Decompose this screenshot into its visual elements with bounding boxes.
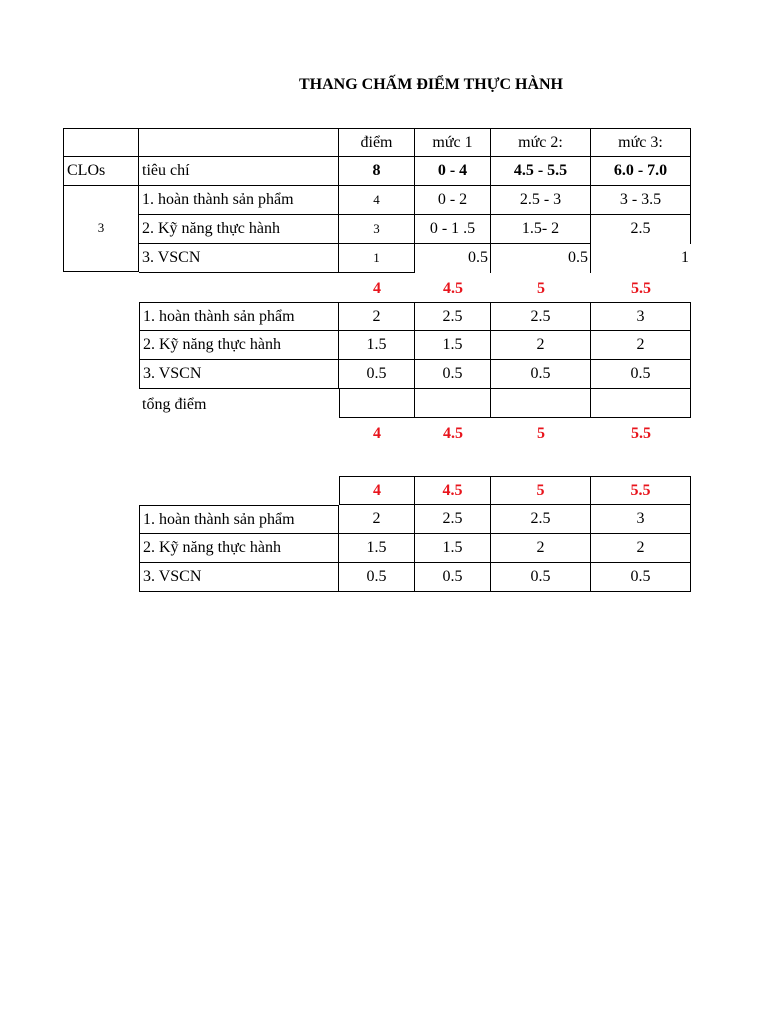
t1-row3-diem: 1	[339, 244, 415, 273]
header-muc1: mức 1	[415, 128, 491, 157]
page-title: THANG CHẤM ĐIỂM THỰC HÀNH	[299, 76, 563, 93]
range-diem: 8	[339, 157, 415, 186]
t3-row1-v3: 3	[591, 505, 691, 534]
t3-row2-name: 2. Kỹ năng thực hành	[139, 534, 339, 563]
t1-row2-name: 2. Kỹ năng thực hành	[139, 215, 339, 244]
clos-label: CLOs	[63, 157, 139, 186]
sum-label: tổng điểm	[142, 396, 207, 413]
t2-total-muc2: 5	[537, 280, 545, 297]
t2-row3-v2: 0.5	[491, 360, 591, 389]
t2-row3-v0: 0.5	[339, 360, 415, 389]
t3-total-diem: 4	[339, 476, 415, 505]
t3-row2-v3: 2	[591, 534, 691, 563]
header-muc2: mức 2:	[491, 128, 591, 157]
t3-row3-v1: 0.5	[415, 563, 491, 592]
t1-row1-name: 1. hoàn thành sản phẩm	[139, 186, 339, 215]
t3-row3-v0: 0.5	[339, 563, 415, 592]
t2-total-muc3: 5.5	[631, 280, 651, 297]
t2-row3-v1: 0.5	[415, 360, 491, 389]
range-muc2: 4.5 - 5.5	[491, 157, 591, 186]
t2-row2-v3: 2	[591, 331, 691, 360]
t2-row2-v2: 2	[491, 331, 591, 360]
criteria-label: tiêu chí	[139, 157, 339, 186]
t3-row3-v3: 0.5	[591, 563, 691, 592]
t3-row2-v1: 1.5	[415, 534, 491, 563]
t3-total-muc2: 5	[491, 476, 591, 505]
t1-row1-muc3: 3 - 3.5	[591, 186, 691, 215]
sum-total-muc1: 4.5	[443, 425, 463, 442]
t3-row1-v0: 2	[339, 505, 415, 534]
t2-row1-v2: 2.5	[491, 302, 591, 331]
t1-row1-muc2: 2.5 - 3	[491, 186, 591, 215]
t3-row2-v0: 1.5	[339, 534, 415, 563]
t3-row2-v2: 2	[491, 534, 591, 563]
sum-cell-muc3	[591, 389, 691, 418]
t2-row3-v3: 0.5	[591, 360, 691, 389]
t2-row1-name: 1. hoàn thành sản phẩm	[139, 302, 339, 331]
t3-row1-name: 1. hoàn thành sản phẩm	[139, 505, 339, 534]
t1-row1-diem: 4	[339, 186, 415, 215]
header-blank-criteria	[139, 128, 339, 157]
sum-total-muc2: 5	[537, 425, 545, 442]
t2-row1-v0: 2	[339, 302, 415, 331]
t1-row3-muc1: 0.5	[415, 244, 491, 273]
t2-row2-v0: 1.5	[339, 331, 415, 360]
t2-row1-v1: 2.5	[415, 302, 491, 331]
sum-total-muc3: 5.5	[631, 425, 651, 442]
sum-total-diem: 4	[373, 425, 381, 442]
t2-row2-name: 2. Kỹ năng thực hành	[139, 331, 339, 360]
range-muc3: 6.0 - 7.0	[591, 157, 691, 186]
t3-row1-v1: 2.5	[415, 505, 491, 534]
t2-total-muc1: 4.5	[443, 280, 463, 297]
t2-row2-v1: 1.5	[415, 331, 491, 360]
t1-row2-muc1: 0 - 1 .5	[415, 215, 491, 244]
sum-cell-muc2	[491, 389, 591, 418]
header-blank-clos	[63, 128, 139, 157]
t3-row3-name: 3. VSCN	[139, 563, 339, 592]
t1-row2-muc2: 1.5- 2	[491, 215, 591, 244]
sum-cell-muc1	[415, 389, 491, 418]
t1-row3-muc3: 1	[681, 249, 689, 266]
t1-row3-muc2: 0.5	[491, 244, 591, 273]
header-muc3: mức 3:	[591, 128, 691, 157]
sum-cell-diem	[339, 389, 415, 418]
t1-row2-diem: 3	[339, 215, 415, 244]
t3-row1-v2: 2.5	[491, 505, 591, 534]
t1-row3-name: 3. VSCN	[139, 244, 339, 273]
t2-row1-v3: 3	[591, 302, 691, 331]
t2-total-diem: 4	[373, 280, 381, 297]
t3-total-muc1: 4.5	[415, 476, 491, 505]
header-diem: điểm	[339, 128, 415, 157]
t1-row2-muc3: 2.5	[591, 215, 691, 244]
t2-row3-name: 3. VSCN	[139, 360, 339, 389]
clo-value: 3	[63, 186, 139, 272]
range-muc1: 0 - 4	[415, 157, 491, 186]
t1-row1-muc1: 0 - 2	[415, 186, 491, 215]
t3-row3-v2: 0.5	[491, 563, 591, 592]
t3-total-muc3: 5.5	[591, 476, 691, 505]
